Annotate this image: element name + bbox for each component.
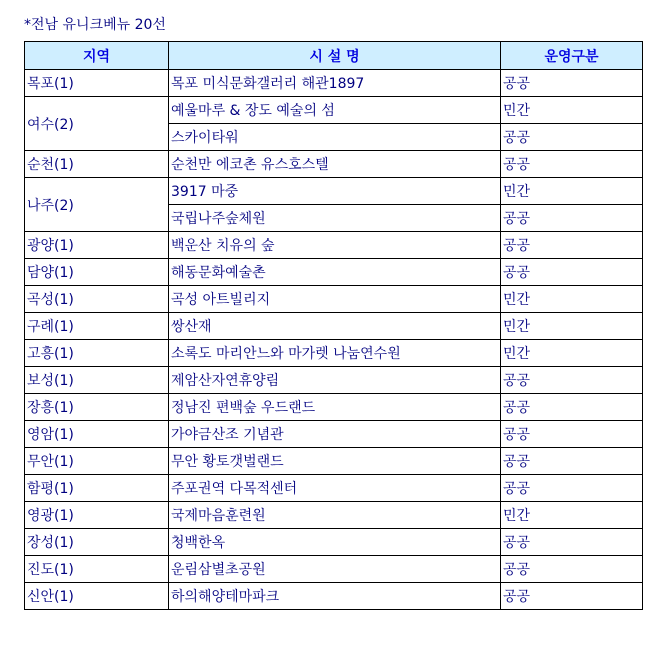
region-cell: 여수(2) [25,97,169,151]
operation-type-cell: 공공 [501,394,643,421]
unique-venue-table [24,41,643,610]
table-row [25,151,643,178]
facility-name-cell: 해동문화예술촌 [169,259,501,286]
region-cell: 장흥(1) [25,394,169,421]
operation-type-cell: 공공 [501,556,643,583]
table-row [25,97,643,124]
table-row [25,313,643,340]
facility-name-cell: 하의해양테마파크 [169,583,501,610]
operation-type-cell: 공공 [501,205,643,232]
facility-name-cell: 주포권역 다목적센터 [169,475,501,502]
table-row [25,394,643,421]
table-row [25,556,643,583]
region-cell: 나주(2) [25,178,169,232]
operation-type-cell: 민간 [501,286,643,313]
table-row [25,232,643,259]
table-row [25,367,643,394]
region-cell: 보성(1) [25,367,169,394]
operation-type-cell: 민간 [501,340,643,367]
table-row [25,178,643,205]
operation-type-cell: 공공 [501,448,643,475]
operation-type-cell: 공공 [501,475,643,502]
facility-name-cell: 순천만 에코촌 유스호스텔 [169,151,501,178]
operation-type-cell: 공공 [501,151,643,178]
table-row [25,583,643,610]
facility-name-cell: 소록도 마리안느와 마가렛 나눔연수원 [169,340,501,367]
table-caption: *전남 유니크베뉴 20선 [24,17,166,33]
region-cell: 영광(1) [25,502,169,529]
operation-type-cell: 공공 [501,124,643,151]
facility-name-cell: 무안 황토갯벌랜드 [169,448,501,475]
facility-name-cell: 청백한옥 [169,529,501,556]
facility-name-cell: 곡성 아트빌리지 [169,286,501,313]
operation-type-cell: 공공 [501,583,643,610]
facility-name-cell: 국제마음훈련원 [169,502,501,529]
table-header-row [25,42,643,70]
operation-type-cell: 민간 [501,97,643,124]
header-facility: 시 설 명 [169,42,501,70]
operation-type-cell: 공공 [501,367,643,394]
table-row [25,286,643,313]
region-cell: 진도(1) [25,556,169,583]
table-row [25,529,643,556]
facility-name-cell: 가야금산조 기념관 [169,421,501,448]
facility-name-cell: 정남진 편백숲 우드랜드 [169,394,501,421]
facility-name-cell: 3917 마중 [169,178,501,205]
facility-name-cell: 제암산자연휴양림 [169,367,501,394]
region-cell: 구례(1) [25,313,169,340]
facility-name-cell: 스카이타워 [169,124,501,151]
facility-name-cell: 예울마루 & 장도 예술의 섬 [169,97,501,124]
table-row [25,340,643,367]
region-cell: 광양(1) [25,232,169,259]
table-row [25,475,643,502]
operation-type-cell: 공공 [501,232,643,259]
region-cell: 영암(1) [25,421,169,448]
region-cell: 함평(1) [25,475,169,502]
table-body [25,70,643,610]
header-operation-type: 운영구분 [501,42,643,70]
operation-type-cell: 민간 [501,502,643,529]
region-cell: 순천(1) [25,151,169,178]
operation-type-cell: 공공 [501,259,643,286]
table-row [25,259,643,286]
region-cell: 신안(1) [25,583,169,610]
facility-name-cell: 백운산 치유의 숲 [169,232,501,259]
operation-type-cell: 공공 [501,529,643,556]
region-cell: 담양(1) [25,259,169,286]
region-cell: 고흥(1) [25,340,169,367]
facility-name-cell: 국립나주숲체원 [169,205,501,232]
region-cell: 목포(1) [25,70,169,97]
facility-name-cell: 목포 미식문화갤러리 해관1897 [169,70,501,97]
table-row [25,70,643,97]
operation-type-cell: 공공 [501,421,643,448]
header-region: 지역 [25,42,169,70]
operation-type-cell: 민간 [501,178,643,205]
region-cell: 곡성(1) [25,286,169,313]
operation-type-cell: 민간 [501,313,643,340]
facility-name-cell: 쌍산재 [169,313,501,340]
facility-name-cell: 운림삼별초공원 [169,556,501,583]
table-row [25,448,643,475]
table-row [25,502,643,529]
operation-type-cell: 공공 [501,70,643,97]
table-row [25,421,643,448]
region-cell: 무안(1) [25,448,169,475]
region-cell: 장성(1) [25,529,169,556]
